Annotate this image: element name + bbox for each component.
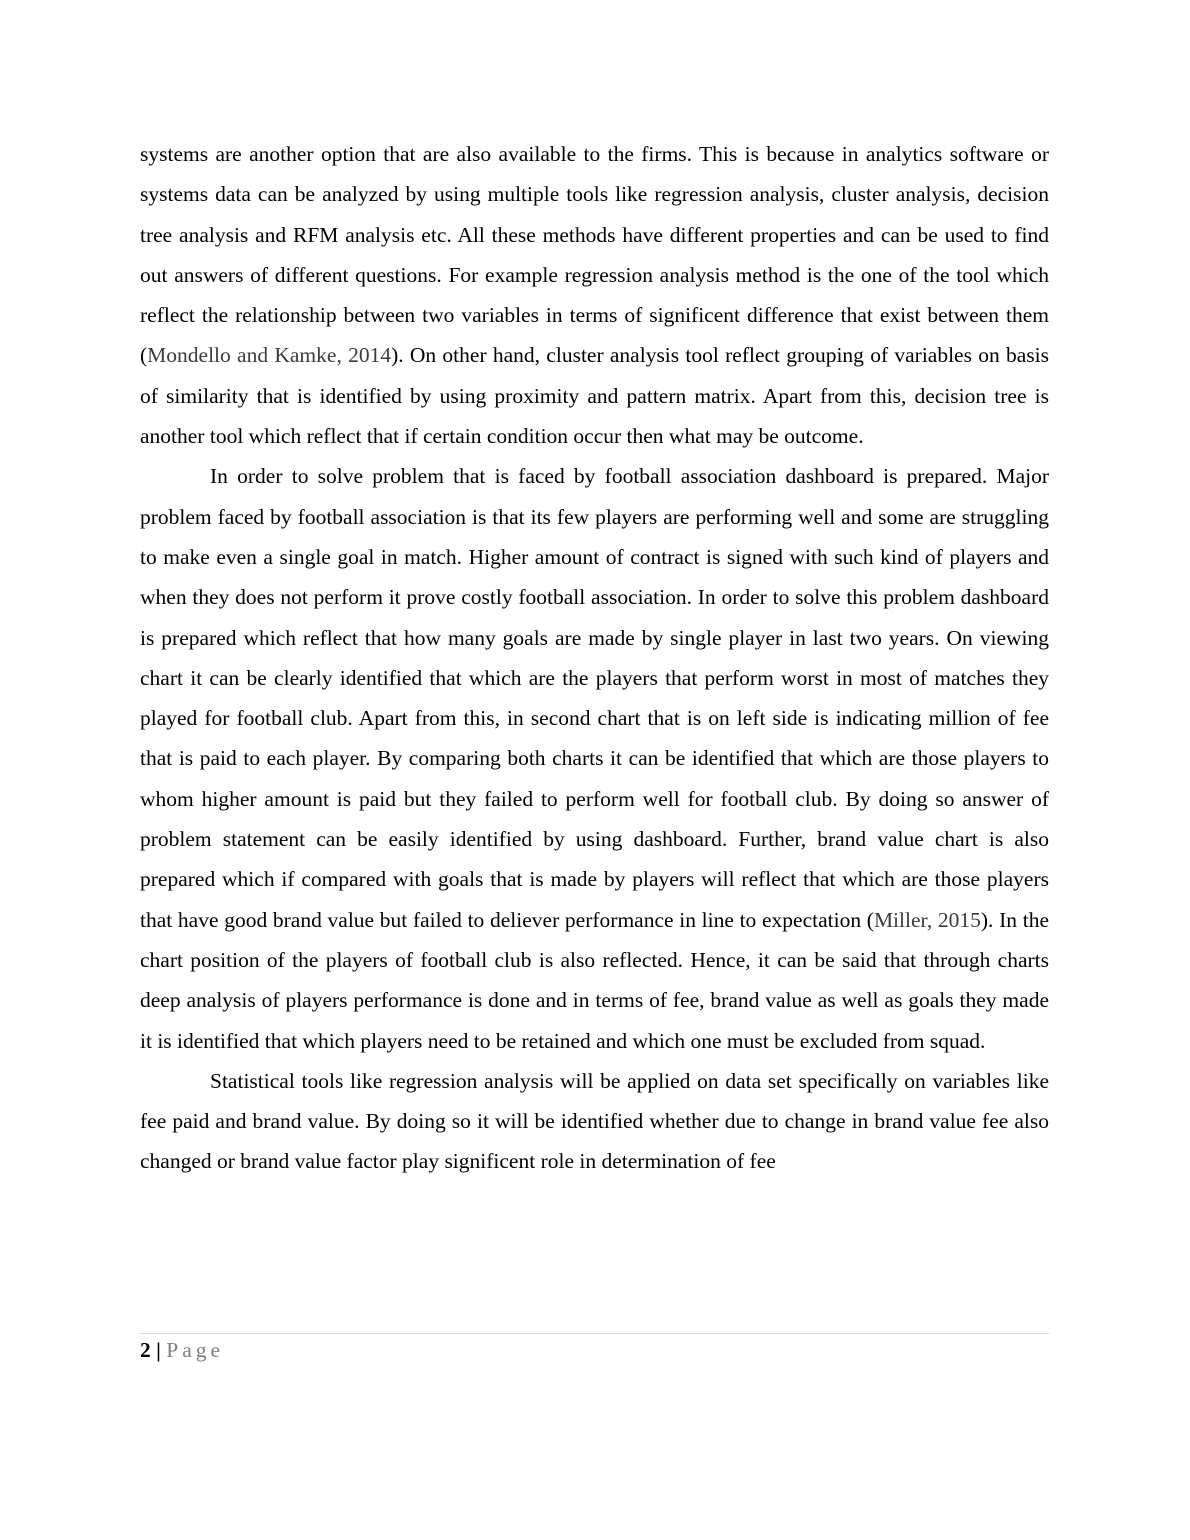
footer-divider	[140, 1333, 1049, 1334]
footer-separator: |	[156, 1338, 161, 1362]
paragraph-text: systems are another option that are also available to the firms. This is because in analytics software or systems data can be analyzed by using multiple tools like regression analysis, cluster analysis, decision tree analysis and RFM analysis etc. All these methods have different properties and can be used to find out answers of different questions. For example regression analysis method is the one of the tool which reflect the relationship between two variables in terms of significent difference that exist between them (	[140, 142, 1049, 368]
paragraph	[140, 1061, 1049, 1182]
paragraph-text: Statistical tools like regression analysis will be applied on data set specifically on variables like fee paid and brand value. By doing so it will be identified whether due to change in brand value fee also changed or brand value factor play significent role in determination of fee	[140, 1068, 1049, 1174]
citation: Mondello and Kamke, 2014	[147, 343, 392, 368]
paragraph-text: In order to solve problem that is faced by football association dashboard is prepared. Major problem faced by football association is that its few players are performing well and some are struggling to make even a single goal in match. Higher amount of contract is signed with such kind of players and when they does not perform it prove costly football association. In order to solve this problem dashboard is prepared which reflect that how many goals are made by single player in last two years. On viewing chart it can be clearly identified that which are the players that perform worst in most of matches they played for football club. Apart from this, in second chart that is on left side is indicating million of fee that is paid to each player. By comparing both charts it can be identified that which are those players to whom higher amount is paid but they failed to perform well for football club. By doing so answer of problem statement can be easily identified by using dashboard. Further, brand value chart is also prepared which if compared with goals that is made by players will reflect that which are those players that have good brand value but failed to deliever performance in line to expectation (	[140, 464, 1049, 932]
page-footer	[140, 1334, 224, 1366]
page-label: Page	[166, 1338, 225, 1362]
paragraph	[140, 456, 1049, 1060]
citation: Miller, 2015	[873, 907, 981, 932]
page-number: 2	[140, 1338, 151, 1362]
paragraph-text: ). On other hand, cluster analysis tool reflect grouping of variables on basis of similarity that is identified by using proximity and pattern matrix. Apart from this, decision tree is another tool which reflect that if certain condition occur then what may be outcome.	[140, 343, 1049, 449]
paragraph-text: ). In the chart position of the players of football club is also reflected. Hence, it can be said that through charts deep analysis of players performance is done and in terms of fee, brand value as well as goals they made it is identified that which players need to be retained and which one must be excluded from squad.	[140, 907, 1049, 1053]
body-text	[140, 134, 1049, 1182]
paragraph	[140, 134, 1049, 456]
